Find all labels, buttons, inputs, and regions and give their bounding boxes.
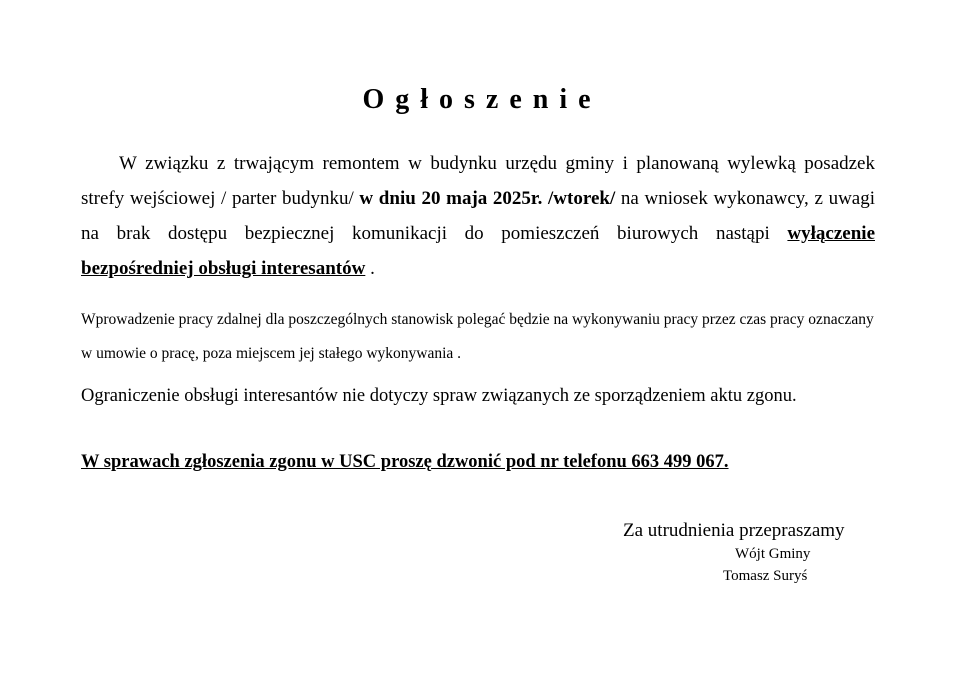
main-paragraph-text-2: na wniosek wykonawcy, z uwagi na brak dostępu bezpiecznej komunikacji do pomieszczeń biurowych nastąpi	[81, 188, 876, 244]
signatory-name: Tomasz Suryś	[723, 568, 808, 584]
signatory-role: Wójt Gminy	[735, 546, 811, 562]
apology-line: Za utrudnienia przepraszamy	[623, 520, 845, 541]
phone-contact-paragraph: W sprawach zgłoszenia zgonu w USC proszę dzwonić pod nr telefonu 663 499 067.	[81, 452, 729, 472]
date-highlight: w dniu 20 maja 2025r. /wtorek/	[359, 188, 616, 209]
main-paragraph-text-3: .	[365, 258, 375, 279]
exception-paragraph: Ograniczenie obsługi interesantów nie dotyczy spraw związanych ze sporządzeniem aktu zgonu.	[81, 386, 797, 406]
main-paragraph	[81, 146, 875, 286]
service-suspension-highlight: wyłączenie bezpośredniej obsługi interesantów	[81, 223, 875, 279]
main-paragraph-text-1: W związku z trwającym remontem w budynku urzędu gminy i planowaną wylewką posadzek strefy wejściowej / parter budynku/	[81, 153, 875, 209]
announcement-title: O g ł o s z e n i e	[362, 84, 593, 115]
remote-work-paragraph: Wprowadzenie pracy zdalnej dla poszczególnych stanowisk polegać będzie na wykonywaniu pracy przez czas pracy oznaczany w umowie o pracę, poza miejscem jej stałego wykonywania .	[81, 311, 874, 362]
